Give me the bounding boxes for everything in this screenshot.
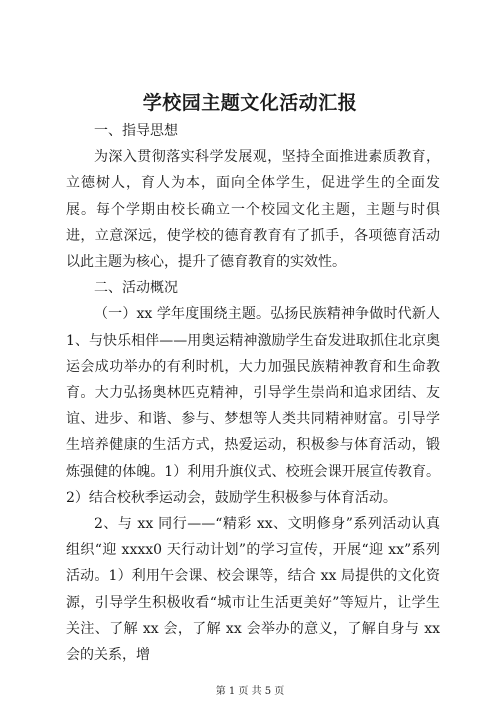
document-body xyxy=(66,118,440,668)
paragraph-activity-overview-1: （一）xx 学年度围绕主题。弘扬民族精神争做时代新人 1、与快乐相伴——用奥运精神激励学生奋发进取抓住北京奥运会成功举办的有利时机，大力加强民族精神教育和生命教育。大力弘扬奥林匹克精神，引导学生崇尚和追求团结、友谊、进步、和谐、参与、梦想等人类共同精神财富。引导学生培养健康的生活方式，热爱运动，积极参与体育活动，锻炼强健的体魄。1）利用升旗仪式、校班会课开展宣传教育。2）结合校秋季运动会，鼓励学生积极参与体育活动。 xyxy=(66,306,440,506)
page-number-footer: 第 1 页 共 5 页 xyxy=(215,686,285,697)
document-title: 学校园主题文化活动汇报 xyxy=(142,92,358,114)
section-heading-guiding-ideology: 一、指导思想 xyxy=(94,123,178,139)
section-heading-activity-overview: 二、活动概况 xyxy=(94,280,178,297)
paragraph-guiding-ideology: 为深入贯彻落实科学发展观，坚持全面推进素质教育，立德树人，育人为本，面向全体学生，促进学生的全面发展。每个学期由校长确立一个校园文化主题，主题与时俱进，立意深远，使学校的德育教育有了抓手，各项德育活动以此主题为核心，提升了德育教育的实效性。 xyxy=(66,149,440,271)
paragraph-activity-overview-2: 2、与 xx 同行——“精彩 xx、文明修身”系列活动认真组织“迎 xxxx0 天行动计划”的学习宣传，开展“迎 xx”系列活动。1）利用午会课、校会课等，结合 xx 局提供的文化资源，引导学生积极收看“城市让生活更美好”等短片，让学生关注、了解 xx 会，了解 xx 会举办的意义，了解自身与 xx 会的关系，增 xyxy=(66,516,440,664)
